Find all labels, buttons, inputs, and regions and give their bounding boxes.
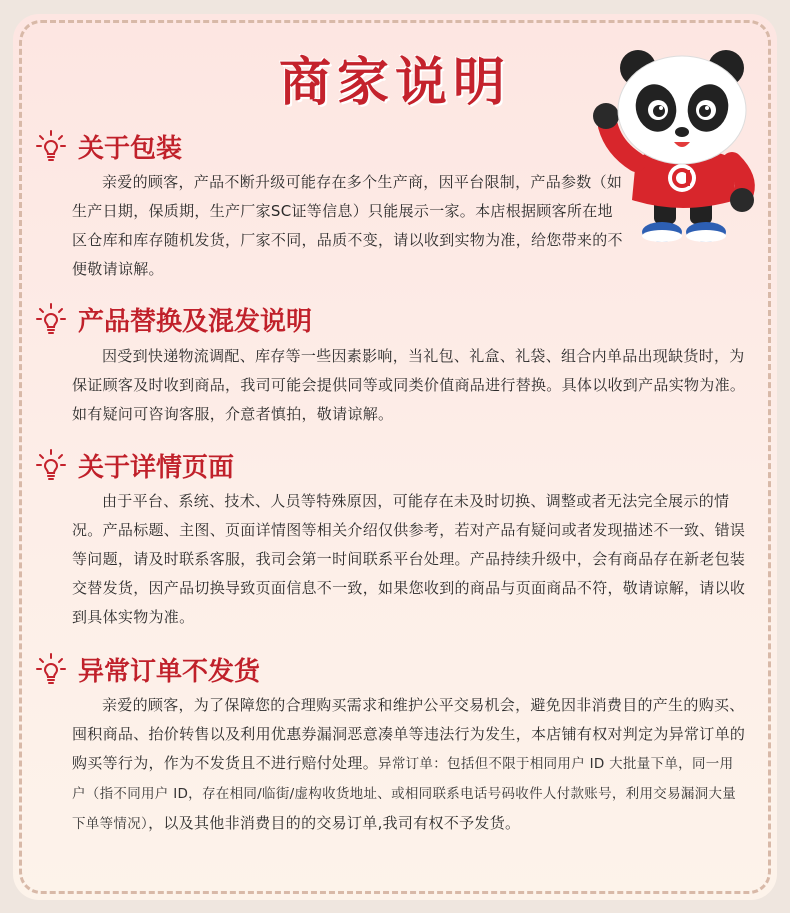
section-title: 关于详情页面	[78, 452, 235, 483]
section-header-packaging	[36, 128, 182, 164]
section-title: 异常订单不发货	[78, 656, 261, 687]
section-header-replacement	[36, 301, 312, 337]
section-body: 亲爱的顾客，产品不断升级可能存在多个生产商，因平台限制，产品参数（如生产日期，保质期，生产厂家SC证等信息）只能展示一家。本店根据顾客所在地区仓库和库存随机发货，厂家不同，品质不变，请以收到实物为准，给您带来的不便敬请谅解。	[72, 173, 623, 278]
lightbulb-icon	[36, 303, 66, 335]
section-body: 由于平台、系统、技术、人员等特殊原因，可能存在未及时切换、调整或者无法完全展示的情况。产品标题、主图、页面详情图等相关介绍仅供参考，若对产品有疑问或者发现描述不一致、错误等问题，请及时联系客服，我司会第一时间联系平台处理。产品持续升级中，会有商品存在新老包装交替发货，因产品切换导致页面信息不一致，如果您收到的商品与页面商品不符，敬请谅解，请以收到具体实物为准。	[72, 492, 746, 626]
section-title: 产品替换及混发说明	[78, 306, 313, 337]
page-title: 商家说明	[278, 53, 511, 113]
section-body-main: 亲爱的顾客，为了保障您的合理购买需求和维护公平交易机会，避免因非消费目的产生的购买、囤积商品、抬价转售以及利用优惠券漏洞恶意凑单等违法行为发生，本店铺有权对判定为异常订单的购买等行为，作为不发货且不进行赔付处理。	[72, 696, 746, 772]
section-body: 因受到快递物流调配、库存等一些因素影响，当礼包、礼盒、礼袋、组合内单品出现缺货时，为保证顾客及时收到商品，我司可能会提供同等或同类价值商品进行替换。具体以收到产品实物为准。如有疑问可咨询客服，介意者慎拍，敬请谅解。	[72, 347, 746, 423]
section-body	[72, 691, 746, 839]
section-body-end: ，以及其他非消费目的的交易订单,我司有权不予发货。	[148, 814, 521, 832]
lightbulb-icon	[36, 449, 66, 481]
lightbulb-icon	[36, 130, 66, 162]
lightbulb-icon	[36, 653, 66, 685]
section-title: 关于包装	[78, 133, 183, 164]
section-header-detail-page	[36, 447, 234, 483]
section-header-abnormal-orders	[36, 651, 260, 687]
section-body-small: 异常订单：包括但不限于相同用户 ID 大批量下单，同一用户（指不同用户 ID，存在相同/临街/虚构收货地址、或相同联系电话号码收件人付款账号，利用交易漏洞大量下单等情况）	[72, 756, 737, 832]
